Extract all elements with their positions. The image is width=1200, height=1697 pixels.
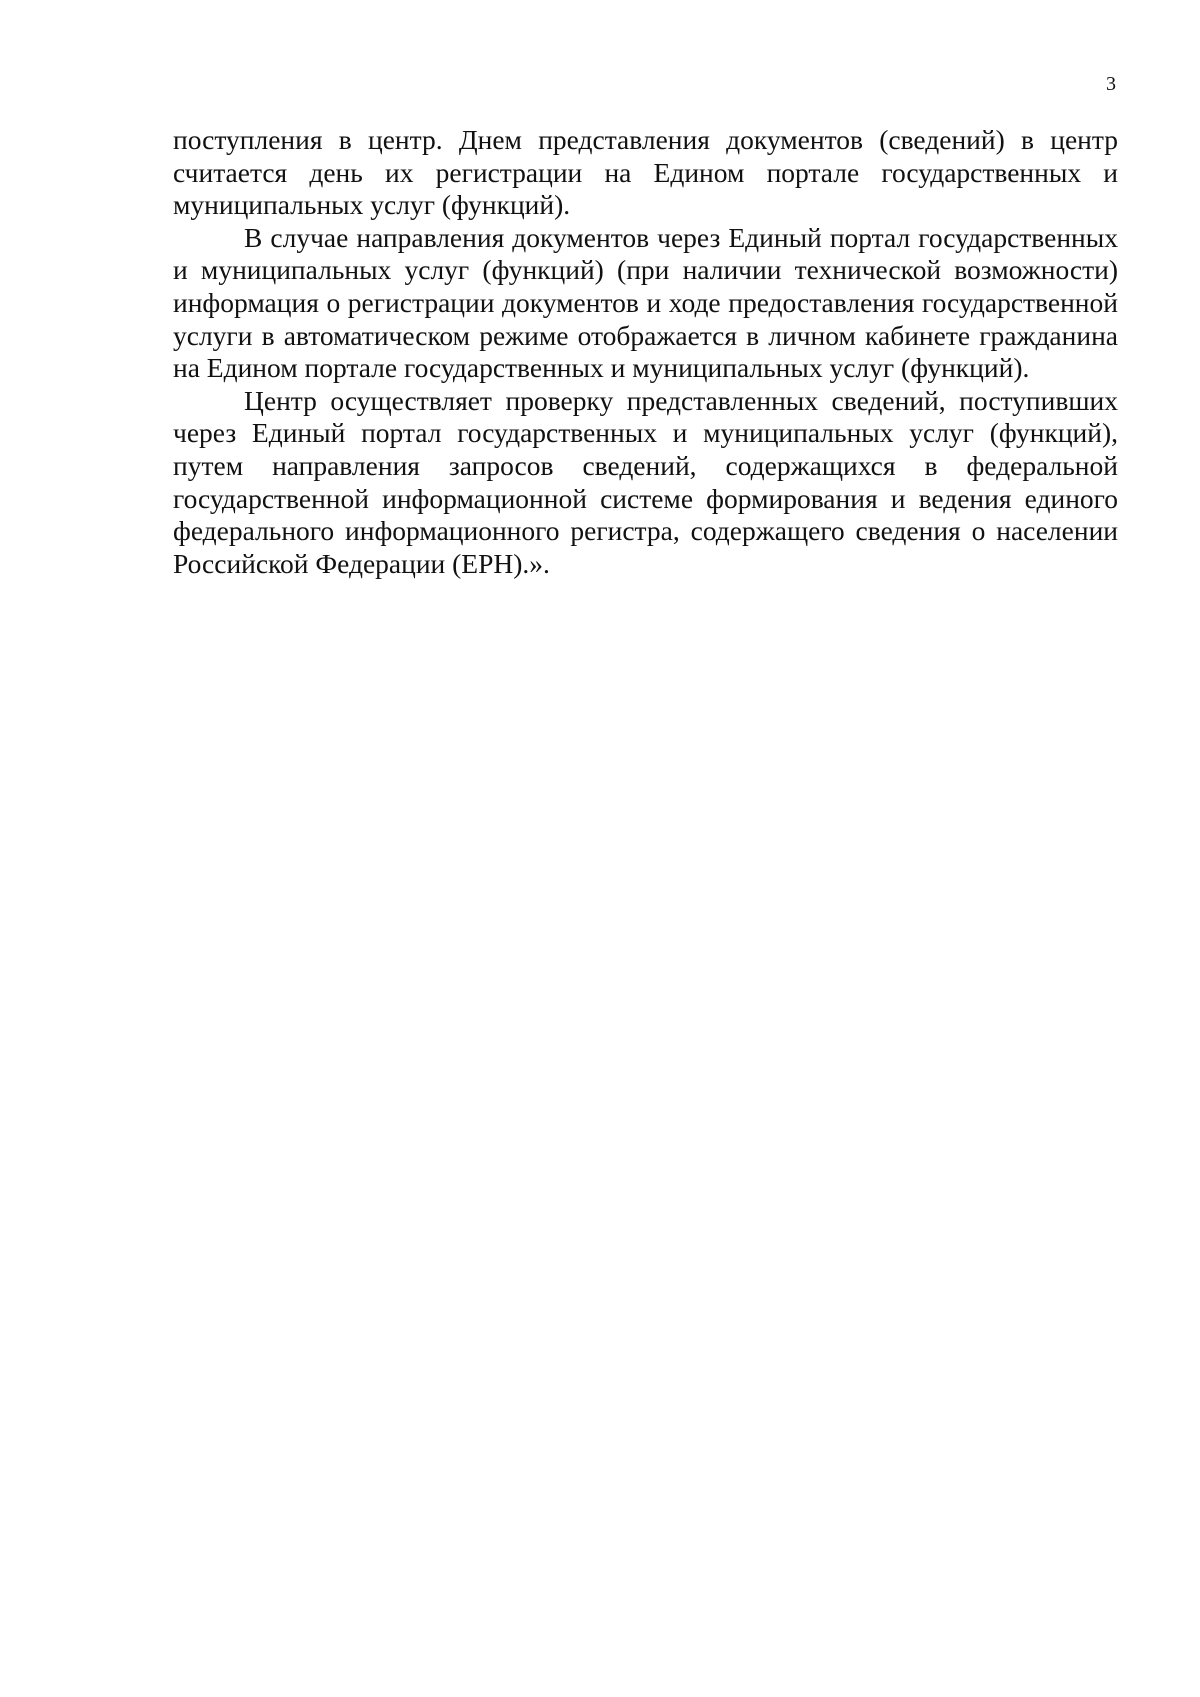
document-body (173, 124, 1118, 580)
page-number: 3 (1106, 73, 1116, 95)
paragraph-verification: Центр осуществляет проверку представленных сведений, поступивших через Единый портал государственных и муниципальных услуг (функций), путем направления запросов сведений, содержащихся в федеральной государственной информационной системе формирования и ведения единого федерального информационного регистра, содержащего сведения о населении Российской Федерации (ЕРН).». (173, 384, 1118, 579)
paragraph-portal-cabinet: В случае направления документов через Единый портал государственных и муниципальных услуг (функций) (при наличии технической возможности) информация о регистрации документов и ходе предоставления государственной услуги в автоматическом режиме отображается в личном кабинете гражданина на Едином портале государственных и муниципальных услуг (функций). (173, 221, 1118, 384)
paragraph-continuation: поступления в центр. Днем представления документов (сведений) в центр считается день их регистрации на Едином портале государственных и муниципальных услуг (функций). (173, 124, 1118, 221)
